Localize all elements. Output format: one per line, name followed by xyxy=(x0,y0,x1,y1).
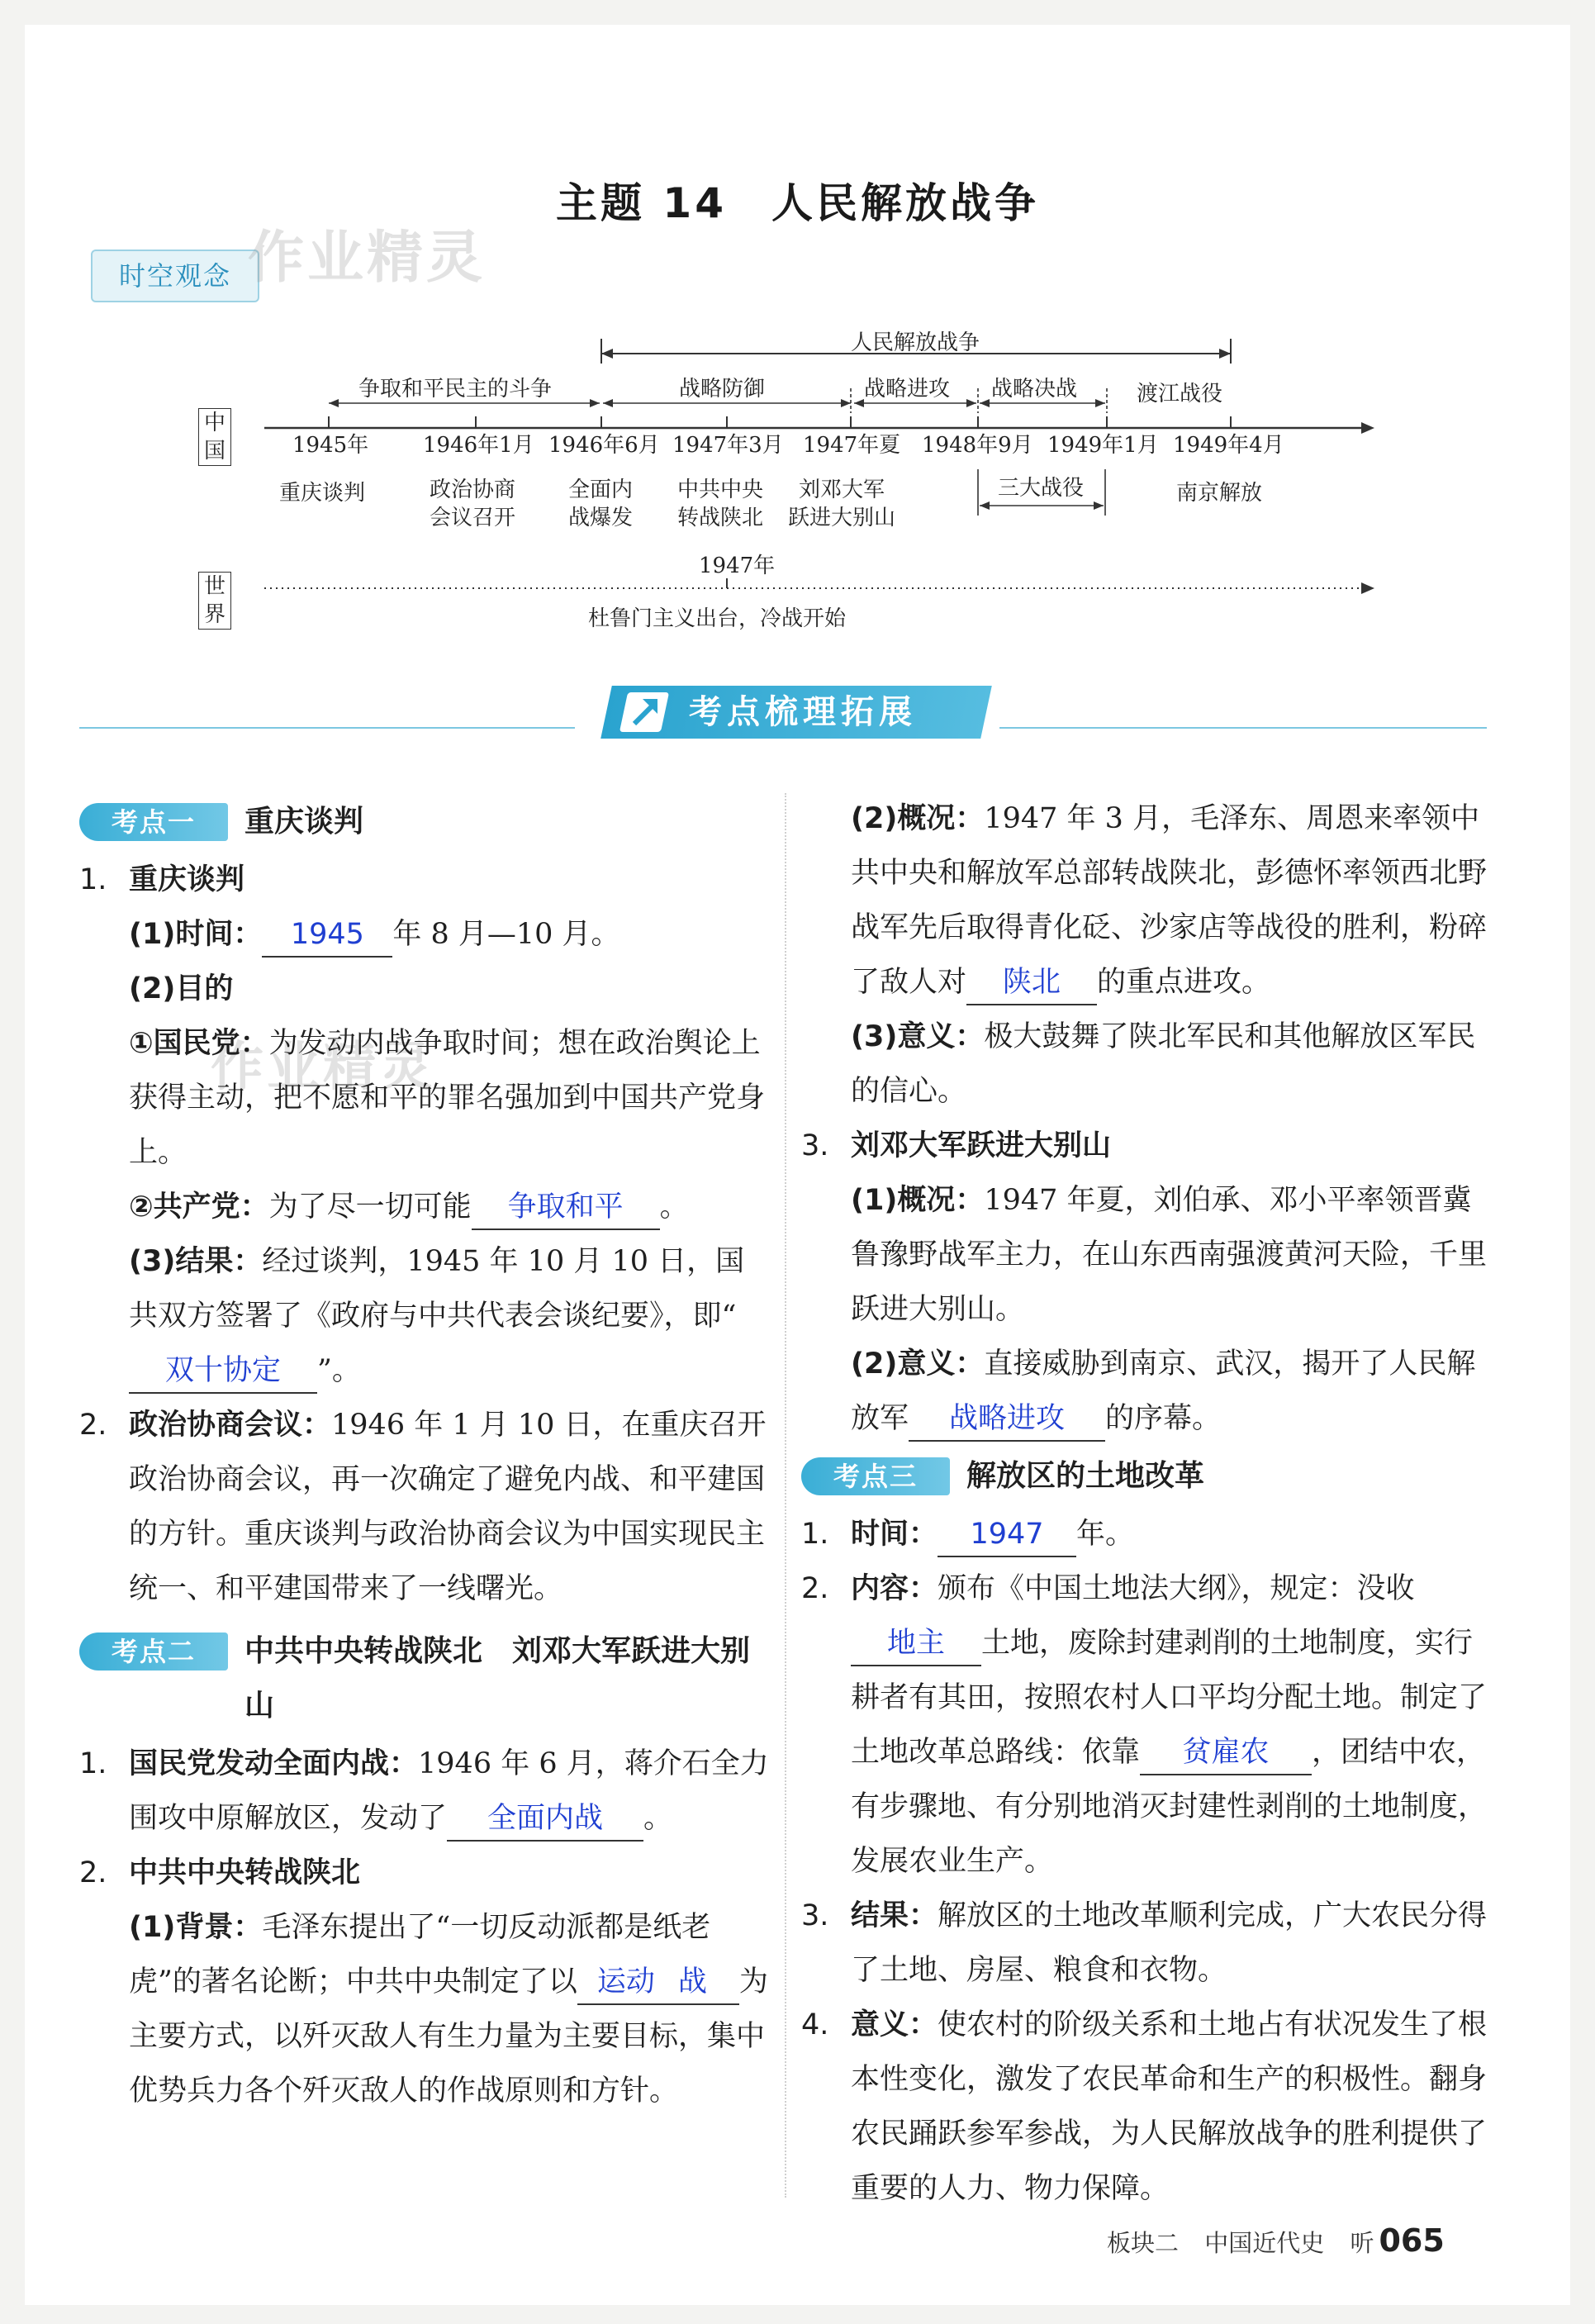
list-item xyxy=(801,1507,1495,1561)
event-label xyxy=(677,476,763,532)
text: 极大鼓舞了陕北军民和其他解放区军民的信心。 xyxy=(851,1020,1476,1108)
text: ，团结中农，有步骤地、有分别地消灭封建性剥削的土地制度，发展农业生产。 xyxy=(851,1736,1488,1878)
section-heading xyxy=(79,1624,773,1733)
page-title: 主题 14 人民解放战争 xyxy=(556,179,1039,227)
fill-blank[interactable]: 全面内战 xyxy=(447,1797,643,1842)
event-line: 战爆发 xyxy=(568,506,634,530)
stage-label: 争取和平民主的斗争 xyxy=(358,377,553,402)
text: ”。 xyxy=(317,1354,361,1387)
text: 毛泽东提出了“一切反动派都是纸老虎”的著名论断；中共中央制定了以 xyxy=(129,1911,711,1998)
stage-label: 渡江战役 xyxy=(1137,382,1223,406)
event-label: 三大战役 xyxy=(998,476,1085,501)
section-title: 重庆谈判 xyxy=(244,805,364,839)
fill-blank[interactable]: 地主 xyxy=(851,1622,981,1666)
page-footer xyxy=(1107,2222,1463,2259)
timeline-diagram xyxy=(0,0,1595,661)
item-number: 1. xyxy=(79,1747,107,1780)
event-label: 南京解放 xyxy=(1176,481,1263,506)
fill-blank[interactable]: 陕北 xyxy=(966,961,1097,1005)
section-title: 解放区的土地改革 xyxy=(966,1459,1205,1493)
fill-blank[interactable]: 双十协定 xyxy=(129,1349,317,1394)
item-number: 4. xyxy=(801,2008,829,2041)
event-line: 转战陕北 xyxy=(677,506,764,530)
paragraph xyxy=(79,1900,773,2118)
text: 的重点进攻。 xyxy=(1097,966,1271,999)
event-line: 全面内 xyxy=(568,478,634,502)
china-label: 中国 xyxy=(198,408,231,466)
paragraph: (2)目的 xyxy=(129,972,234,1005)
text: 年。 xyxy=(1076,1518,1135,1551)
paragraph xyxy=(801,1337,1495,1446)
list-item xyxy=(79,1846,773,1900)
label: (2)意义： xyxy=(851,1347,985,1381)
section-badge: 考点二 xyxy=(79,1633,228,1671)
paragraph xyxy=(79,907,773,962)
event-line: 刘邓大军 xyxy=(799,478,885,502)
item-number: 2. xyxy=(79,1409,107,1442)
text: 为了尽一切可能 xyxy=(268,1191,472,1224)
event-line: 中共中央 xyxy=(677,478,764,502)
stage-label: 战略防御 xyxy=(679,377,766,402)
label: (1)背景： xyxy=(129,1911,263,1944)
span-label: 人民解放战争 xyxy=(851,330,980,355)
item-number: 1. xyxy=(801,1518,829,1551)
footer-subject: 中国近代史 xyxy=(1204,2229,1325,2257)
item-heading: 国民党发动全面内战： xyxy=(129,1747,419,1780)
label: ①国民党： xyxy=(129,1027,269,1060)
label: (1)时间： xyxy=(129,918,263,951)
text: 1947 年 3 月，毛泽东、周恩来率领中共中央和解放军总部转战陕北，彭德怀率领西北野战军先后取得青化砭、沙家店等战役的胜利，粉碎了敌人对 xyxy=(851,802,1488,999)
paragraph xyxy=(801,791,1495,1010)
text: 年 8 月—10 月。 xyxy=(392,918,620,951)
world-date: 1947年 xyxy=(699,554,776,578)
text: 颁布《中国土地法大纲》，规定：没收 xyxy=(938,1572,1415,1605)
item-heading: 中共中央转战陕北 xyxy=(129,1856,361,1889)
watermark: 作业精灵 xyxy=(248,226,487,291)
section-badge: 考点一 xyxy=(79,803,228,841)
item-heading: 内容： xyxy=(851,1572,938,1605)
text: 1947 年夏，刘伯承、邓小平率领晋冀鲁豫野战军主力，在山东西南强渡黄河天险，千里跃进大别山。 xyxy=(851,1184,1488,1326)
item-heading: 结果： xyxy=(851,1899,938,1932)
list-item xyxy=(79,1398,773,1616)
fill-blank[interactable]: 贫雇农 xyxy=(1140,1731,1312,1775)
fill-blank[interactable]: 运动 xyxy=(577,1960,675,2005)
text: 经过谈判，1945 年 10 月 10 日，国共双方签署了《政府与中共代表会谈纪要》，即“ xyxy=(129,1245,745,1333)
label: (2)概况： xyxy=(851,802,985,835)
item-number: 3. xyxy=(801,1899,829,1932)
list-item xyxy=(79,853,773,907)
text: 的序幕。 xyxy=(1105,1402,1222,1435)
event-label: 重庆谈判 xyxy=(279,481,366,506)
text: 土地，废除封建剥削的土地制度，实行耕者有其田，按照农村人口平均分配土地。制定了土地改革总路线：依靠 xyxy=(851,1627,1488,1769)
section-banner-title: 考点梳理拓展 xyxy=(689,693,917,731)
text: 为主要方式，以歼灭敌人有生力量为主要目标，集中优势兵力各个歼灭敌人的作战原则和方针。 xyxy=(129,1965,768,2108)
item-heading: 时间： xyxy=(851,1518,938,1551)
section-badge: 考点三 xyxy=(801,1457,950,1495)
item-number: 2. xyxy=(79,1856,107,1889)
section-heading xyxy=(801,1449,1495,1504)
text: 直接威胁到南京、武汉，揭开了人民解放军 xyxy=(851,1347,1476,1435)
item-number: 3. xyxy=(801,1129,829,1162)
banner-rule xyxy=(79,727,575,729)
date-label: 1949年1月 xyxy=(1047,433,1159,458)
event-label xyxy=(788,476,895,532)
label: ②共产党： xyxy=(129,1191,269,1224)
label: (1)概况： xyxy=(851,1184,985,1217)
list-item xyxy=(801,1998,1495,2216)
watermark: 作业精灵 xyxy=(211,1037,435,1098)
item-heading: 刘邓大军跃进大别山 xyxy=(851,1129,1112,1162)
item-heading: 重庆谈判 xyxy=(129,863,245,896)
paragraph xyxy=(79,1016,773,1180)
list-item xyxy=(79,1737,773,1846)
banner-rule xyxy=(999,727,1487,729)
date-label: 1947年3月 xyxy=(672,433,784,458)
label: (3)结果： xyxy=(129,1245,263,1278)
stage-label: 战略进攻 xyxy=(864,377,951,402)
event-line: 政治协商 xyxy=(430,478,516,502)
world-event: 杜鲁门主义出台，冷战开始 xyxy=(588,606,847,631)
event-label xyxy=(568,476,633,532)
item-heading: 意义： xyxy=(851,2008,938,2041)
paragraph xyxy=(79,1234,773,1398)
right-column xyxy=(801,791,1495,2216)
event-line: 会议召开 xyxy=(430,506,516,530)
fill-blank[interactable]: 战 xyxy=(675,1960,739,2005)
fill-blank[interactable]: 战略进攻 xyxy=(909,1397,1105,1442)
text: 解放区的土地改革顺利完成，广大农民分得了土地、房屋、粮食和衣物。 xyxy=(851,1899,1488,1987)
text: 为发动内战争取时间；想在政治舆论上获得主动，把不愿和平的罪名强加到中国共产党身上。 xyxy=(129,1027,766,1169)
spacetime-tag: 时空观念 xyxy=(91,250,259,302)
left-column xyxy=(79,791,773,2118)
paragraph xyxy=(79,1180,773,1234)
event-label xyxy=(430,476,515,532)
fill-blank[interactable]: 争取和平 xyxy=(472,1186,660,1230)
date-label: 1946年6月 xyxy=(548,433,660,458)
page-number: 065 xyxy=(1379,2222,1445,2259)
list-item xyxy=(801,1561,1495,1889)
date-label: 1947年夏 xyxy=(803,433,901,458)
date-label: 1949年4月 xyxy=(1173,433,1284,458)
list-item xyxy=(801,1889,1495,1998)
stage-label: 战略决战 xyxy=(991,377,1078,402)
listen-label[interactable]: 听 xyxy=(1350,2229,1374,2257)
text: 1946 年 1 月 10 日，在重庆召开政治协商会议，再一次确定了避免内战、和平建国的方针。重庆谈判与政治协商会议为中国实现民主统一、和平建国带来了一线曙光。 xyxy=(129,1409,767,1605)
paragraph xyxy=(801,1173,1495,1337)
world-label: 世界 xyxy=(198,572,231,630)
list-item xyxy=(801,1119,1495,1173)
column-divider xyxy=(785,793,786,2198)
label: (3)意义： xyxy=(851,1020,985,1053)
event-line: 跃进大别山 xyxy=(788,506,896,530)
section-heading xyxy=(79,795,773,849)
fill-blank[interactable]: 1947 xyxy=(938,1513,1076,1557)
date-label: 1946年1月 xyxy=(423,433,534,458)
date-label: 1948年9月 xyxy=(922,433,1033,458)
date-label: 1945年 xyxy=(292,433,369,458)
arrow-icon xyxy=(628,696,664,729)
text: 。 xyxy=(643,1802,673,1835)
item-heading: 政治协商会议： xyxy=(129,1409,332,1442)
item-number: 2. xyxy=(801,1572,829,1605)
section-title: 中共中央转战陕北 刘邓大军跃进大别山 xyxy=(244,1634,751,1723)
paragraph xyxy=(801,1010,1495,1119)
text: 1946 年 6 月，蒋介石全力围攻中原解放区，发动了 xyxy=(129,1747,769,1835)
fill-blank[interactable]: 1945 xyxy=(262,913,392,958)
text: 使农村的阶级关系和土地占有状况发生了根本性变化，激发了农民革命和生产的积极性。翻身农民踊跃参军参战，为人民解放战争的胜利提供了重要的人力、物力保障。 xyxy=(851,2008,1488,2205)
footer-section: 板块二 xyxy=(1107,2229,1180,2257)
text: 。 xyxy=(659,1191,689,1224)
item-number: 1. xyxy=(79,863,107,896)
